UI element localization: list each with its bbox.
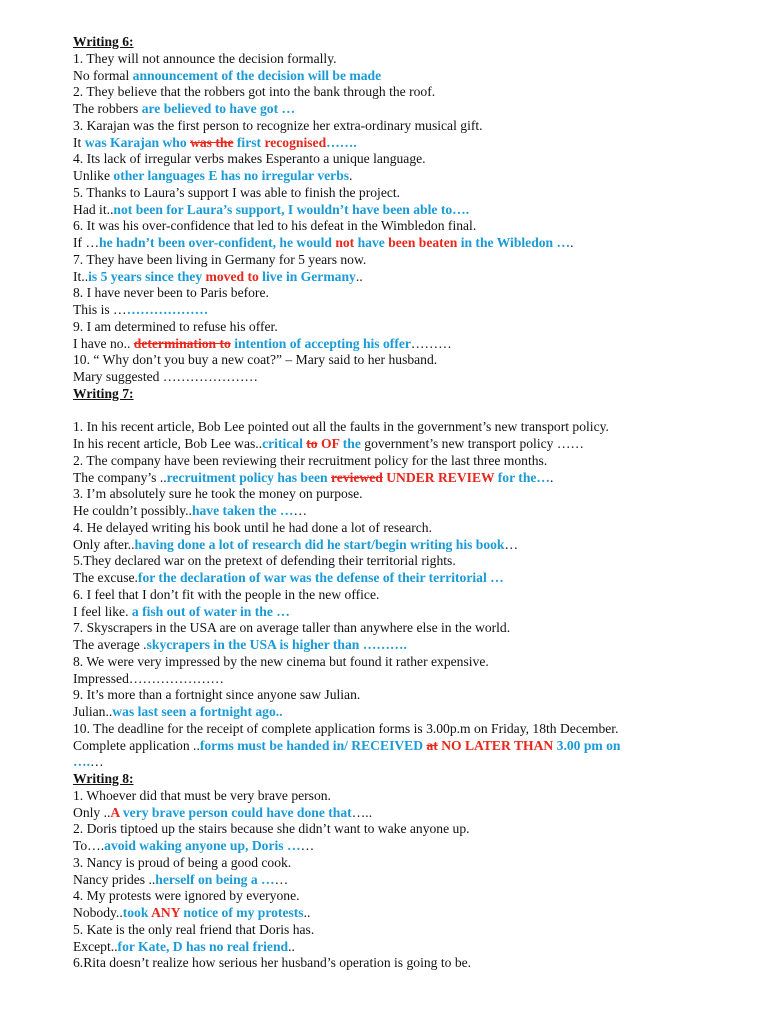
correction-text: A [110,804,120,820]
answer-text: intention of accepting his offer [230,335,411,351]
answer-text: not been for Laura’s support, I wouldn’t have been able to…. [113,201,470,217]
correction-text: NO LATER THAN [437,737,557,753]
answer-text: recruitment policy has been [166,469,331,485]
text-line [73,101,738,118]
text-line [73,252,738,269]
answer-text: are believed to have got … [141,101,296,116]
text-run: 1. They will not announce the decision formally. [73,50,337,66]
text-run: The company’s .. [73,469,167,485]
answer-text: first [233,134,265,150]
answer-text: a fish out of water in the … [131,603,290,619]
text-run: ….. [351,804,373,820]
text-run: 2. Doris tiptoed up the stairs because she didn’t want to wake anyone up. [73,821,470,837]
text-line [73,939,738,956]
text-run: It [73,134,85,150]
text-run: 7. Skyscrapers in the USA are on average taller than anywhere else in the world. [73,620,511,636]
text-run: … [274,871,289,887]
text-line [73,419,738,436]
text-run: .. [303,905,311,920]
text-run: .. [355,268,363,284]
section-heading-line [73,34,738,51]
text-run: … [300,838,315,853]
section-heading: Writing 7: [73,385,134,401]
answer-text: was last seen a fortnight ago.. [112,704,283,719]
text-run: 5. Kate is the only real friend that Doris has. [73,921,315,937]
answer-text: 3.00 pm on [556,737,621,753]
text-line [73,537,738,554]
text-run: Mary suggested ………………… [73,369,259,384]
answer-text: took [122,905,152,920]
text-line [73,202,738,219]
answer-text: in the Wibledon … [457,235,571,250]
answer-text: for the declaration of war was the defense of their territorial … [137,570,504,585]
text-line [73,218,738,235]
text-line [73,838,738,855]
text-run: 1. Whoever did that must be very brave person. [73,787,331,803]
text-run: … [90,754,104,770]
text-line [73,654,738,671]
text-run: He couldn’t possibly.. [73,503,192,518]
text-line [73,671,738,688]
text-line [73,151,738,168]
text-run: 5. Thanks to Laura’s support I was able to finish the project. [73,184,401,200]
text-run: 8. We were very impressed by the new cinema but found it rather expensive. [73,653,489,669]
answer-text: having done a lot of research did he start/begin writing his book [134,536,505,552]
text-run: The average . [73,637,147,652]
correction-text: OF [317,436,343,451]
text-line [73,68,738,85]
answer-text: avoid waking anyone up, Doris … [104,838,301,853]
text-line [73,905,738,922]
text-line [73,269,738,286]
text-run: 1. In his recent article, Bob Lee pointed out all the faults in the government’s new transport policy. [73,419,609,435]
text-run: 4. He delayed writing his book until he had done a lot of research. [73,519,432,535]
struck-text: at [426,737,438,753]
text-run: Complete application .. [73,737,200,753]
answer-text: ……. [326,134,357,150]
text-line [73,319,738,336]
text-run: 2. They believe that the robbers got into the bank through the roof. [73,84,436,100]
answer-text: very brave person could have done that [119,804,352,820]
text-line [73,855,738,872]
text-run: The excuse. [73,570,138,585]
text-run: 4. My protests were ignored by everyone. [73,888,300,904]
text-line [73,704,738,721]
text-run: Nobody.. [73,905,123,920]
text-line [73,637,738,654]
text-run: .. [288,938,295,954]
text-run: Unlike [73,168,114,183]
text-run: 3. Nancy is proud of being a good cook. [73,854,292,870]
correction-text: not [335,235,355,250]
text-line [73,235,738,252]
text-run: The robbers [73,101,142,116]
text-run: No formal [73,67,133,83]
text-run: 3. I’m absolutely sure he took the money on purpose. [73,486,363,502]
text-run: … [293,503,308,518]
text-line [73,453,738,470]
text-line [73,168,738,185]
text-run: 10. “ Why don’t you buy a new coat?” – Mary said to her husband. [73,352,438,368]
answer-text: is 5 years since they [88,268,206,284]
text-line [73,352,738,369]
text-line [73,788,738,805]
text-run: ……… [410,335,452,351]
text-run: In his recent article, Bob Lee was.. [73,436,263,451]
correction-text: moved to [205,268,259,284]
text-line [73,570,738,587]
text-run: 8. I have never been to Paris before. [73,285,269,301]
text-line [73,51,738,68]
text-line [73,403,738,420]
text-run: 4. Its lack of irregular verbs makes Esperanto a unique language. [73,151,426,167]
answer-text: notice of my protests [180,905,304,920]
text-line [73,285,738,302]
text-run: 6.Rita doesn’t realize how serious her husband’s operation is going to be. [73,955,472,971]
text-line [73,470,738,487]
text-run: Nancy prides .. [73,871,156,887]
answer-text: herself on being a … [155,871,275,887]
text-line [73,821,738,838]
answer-text: the [342,436,361,451]
text-run: government’s new transport policy … [360,436,571,451]
text-run: Only after.. [73,536,135,552]
text-run: 3. Karajan was the first person to recognize her extra-ordinary musical gift. [73,117,483,133]
text-line [73,922,738,939]
text-run: … [504,536,519,552]
text-line [73,185,738,202]
text-run: 9. I am determined to refuse his offer. [73,318,278,334]
text-line [73,84,738,101]
answer-text: live in Germany [258,268,356,284]
text-run: Except.. [73,938,118,954]
text-run: 7. They have been living in Germany for 5 years now. [73,251,367,267]
struck-text: reviewed [331,469,383,485]
answer-text: for the… [497,469,551,485]
text-line [73,135,738,152]
answer-text: have [354,235,389,250]
answer-text: …. [73,754,90,770]
correction-text: been beaten [388,235,458,250]
text-run: 6. I feel that I don’t fit with the people in the new office. [73,586,380,602]
text-line [73,805,738,822]
text-line [73,369,738,386]
text-line [73,721,738,738]
struck-text: determination to [133,335,231,351]
text-run: I feel like. [73,603,132,619]
text-run: . [349,168,353,183]
text-line [73,336,738,353]
answer-text: skycrapers in the USA is higher than ………. [146,637,407,652]
text-run: Only .. [73,804,111,820]
correction-text: UNDER REVIEW [382,469,498,485]
text-run: 10. The deadline for the receipt of complete application forms is 3.00p.m on Friday, 18th December. [73,720,619,736]
text-run: . [550,469,554,485]
text-line [73,738,738,755]
text-line [73,503,738,520]
answer-text: have taken the … [191,503,294,518]
struck-text: to [306,436,318,451]
answer-text: forms must be handed in/ RECEIVED [199,737,427,753]
answer-text: critical [262,436,307,451]
correction-text: ANY [151,905,181,920]
text-run: 9. It’s more than a fortnight since anyone saw Julian. [73,687,361,703]
answer-text: announcement of the decision will be made [132,67,382,83]
text-run: This is … [73,302,127,317]
section-heading-line [73,771,738,788]
text-line [73,587,738,604]
text-line [73,302,738,319]
text-run: Impressed………………… [73,670,225,686]
text-run: . [570,235,574,250]
text-line [73,888,738,905]
text-run: Had it.. [73,201,114,217]
section-heading-line [73,386,738,403]
text-run: To…. [73,838,105,853]
text-line [73,436,738,453]
text-run: Julian.. [73,704,113,719]
text-run: … [570,436,585,451]
text-line [73,687,738,704]
text-line [73,604,738,621]
text-line [73,118,738,135]
section-heading: Writing 8: [73,771,134,786]
correction-text: recognised [264,134,327,150]
text-line [73,520,738,537]
text-line [73,872,738,889]
text-line [73,754,738,771]
text-line [73,553,738,570]
text-run: I have no.. [73,335,134,351]
text-run: 6. It was his over-confidence that led to his defeat in the Wimbledon final. [73,218,477,234]
section-heading: Writing 6: [73,34,134,49]
text-line [73,620,738,637]
text-run: It.. [73,268,89,284]
answer-text: for Kate, D has no real friend [117,938,289,954]
answer-text: was Karajan who [84,134,191,150]
struck-text: was the [190,134,234,150]
answer-text: he hadn’t been over-confident, he would [99,235,336,250]
answer-text: other languages E has no irregular verbs [113,168,350,183]
text-line [73,486,738,503]
text-line [73,955,738,972]
answer-text: ……………… [126,302,209,317]
text-run: 2. The company have been reviewing their recruitment policy for the last three months. [73,452,548,468]
text-run: 5.They declared war on the pretext of defending their territorial rights. [73,553,456,569]
text-run: If … [73,235,100,250]
